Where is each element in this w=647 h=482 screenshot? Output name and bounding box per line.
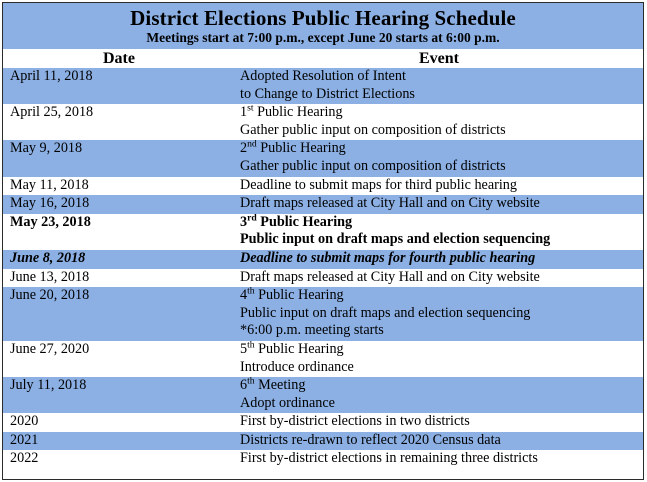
cell-event [235,195,643,214]
event-line: Public input on draft maps and election sequencing [240,304,531,321]
table-row [3,195,643,214]
event-line: 1st Public Hearing [240,102,343,121]
cell-event [235,450,643,469]
event-line: First by-district elections in remaining three districts [240,450,538,467]
table-body [3,68,643,469]
ordinal-suffix: st [247,102,254,114]
table-row [3,269,643,288]
event-line: Adopted Resolution of Intent [240,68,406,84]
table-row [3,214,643,250]
ordinal-suffix: nd [247,138,257,150]
schedule-table [3,49,643,469]
event-line: Draft maps released at City Hall and on City website [240,268,540,285]
cell-event [235,377,643,413]
cell-date: May 11, 2018 [3,177,235,196]
column-header-date: Date [3,49,235,68]
cell-date: June 13, 2018 [3,269,235,288]
cell-date: June 27, 2020 [3,341,235,377]
cell-date: May 23, 2018 [3,214,235,250]
event-line: Introduce ordinance [240,358,354,375]
event-line: Gather public input on composition of districts [240,157,506,174]
table-row [3,68,643,104]
cell-event [235,140,643,176]
cell-date: 2021 [3,432,235,451]
cell-event [235,269,643,288]
cell-event [235,432,643,451]
cell-date: June 8, 2018 [3,250,235,269]
cell-event [235,177,643,196]
event-line: Public input on draft maps and election sequencing [240,231,551,248]
cell-event [235,341,643,377]
column-header-event: Event [235,49,643,68]
table-row [3,341,643,377]
event-line: Gather public input on composition of districts [240,121,506,138]
table-header-row [3,49,643,68]
event-line: *6:00 p.m. meeting starts [240,322,384,339]
table-row [3,287,643,341]
table-row [3,140,643,176]
table-row [3,177,643,196]
event-line: 5th Public Hearing [240,339,344,357]
event-line: Adopt ordinance [240,394,335,411]
cell-event [235,413,643,432]
page-title: District Elections Public Hearing Schedule [130,6,516,30]
cell-event [235,250,643,269]
ordinal-suffix: th [247,339,255,351]
event-line: 3rd Public Hearing [240,212,353,230]
page-subtitle: Meetings start at 7:00 p.m., except June 20 starts at 6:00 p.m. [146,30,500,45]
event-line: Deadline to submit maps for third public hearing [240,176,517,193]
table-row [3,250,643,269]
cell-date: 2022 [3,450,235,469]
cell-event [235,104,643,140]
event-line: 6th Meeting [240,375,306,394]
event-line: to Change to District Elections [240,85,415,102]
ordinal-suffix: th [247,285,255,297]
event-line: Draft maps released at City Hall and on City website [240,195,540,212]
cell-date: July 11, 2018 [3,377,235,413]
ordinal-suffix: th [247,375,255,387]
cell-date: May 16, 2018 [3,195,235,214]
cell-event [235,68,643,104]
event-line: First by-district elections in two districts [240,413,470,430]
table-row [3,413,643,432]
table-row [3,432,643,451]
event-line: 4th Public Hearing [240,285,344,304]
cell-date: May 9, 2018 [3,140,235,176]
cell-date: 2020 [3,413,235,432]
document-banner [3,3,643,49]
event-line: 2nd Public Hearing [240,138,346,157]
table-row [3,104,643,140]
cell-event [235,287,643,341]
cell-event [235,214,643,250]
table-row [3,377,643,413]
cell-date: April 25, 2018 [3,104,235,140]
event-line: Districts re-drawn to reflect 2020 Census data [240,431,501,448]
schedule-table-frame [2,2,644,480]
cell-date: June 20, 2018 [3,287,235,341]
table-row [3,450,643,469]
event-line: Deadline to submit maps for fourth public hearing [240,249,536,266]
ordinal-suffix: rd [247,212,257,224]
cell-date: April 11, 2018 [3,68,235,104]
